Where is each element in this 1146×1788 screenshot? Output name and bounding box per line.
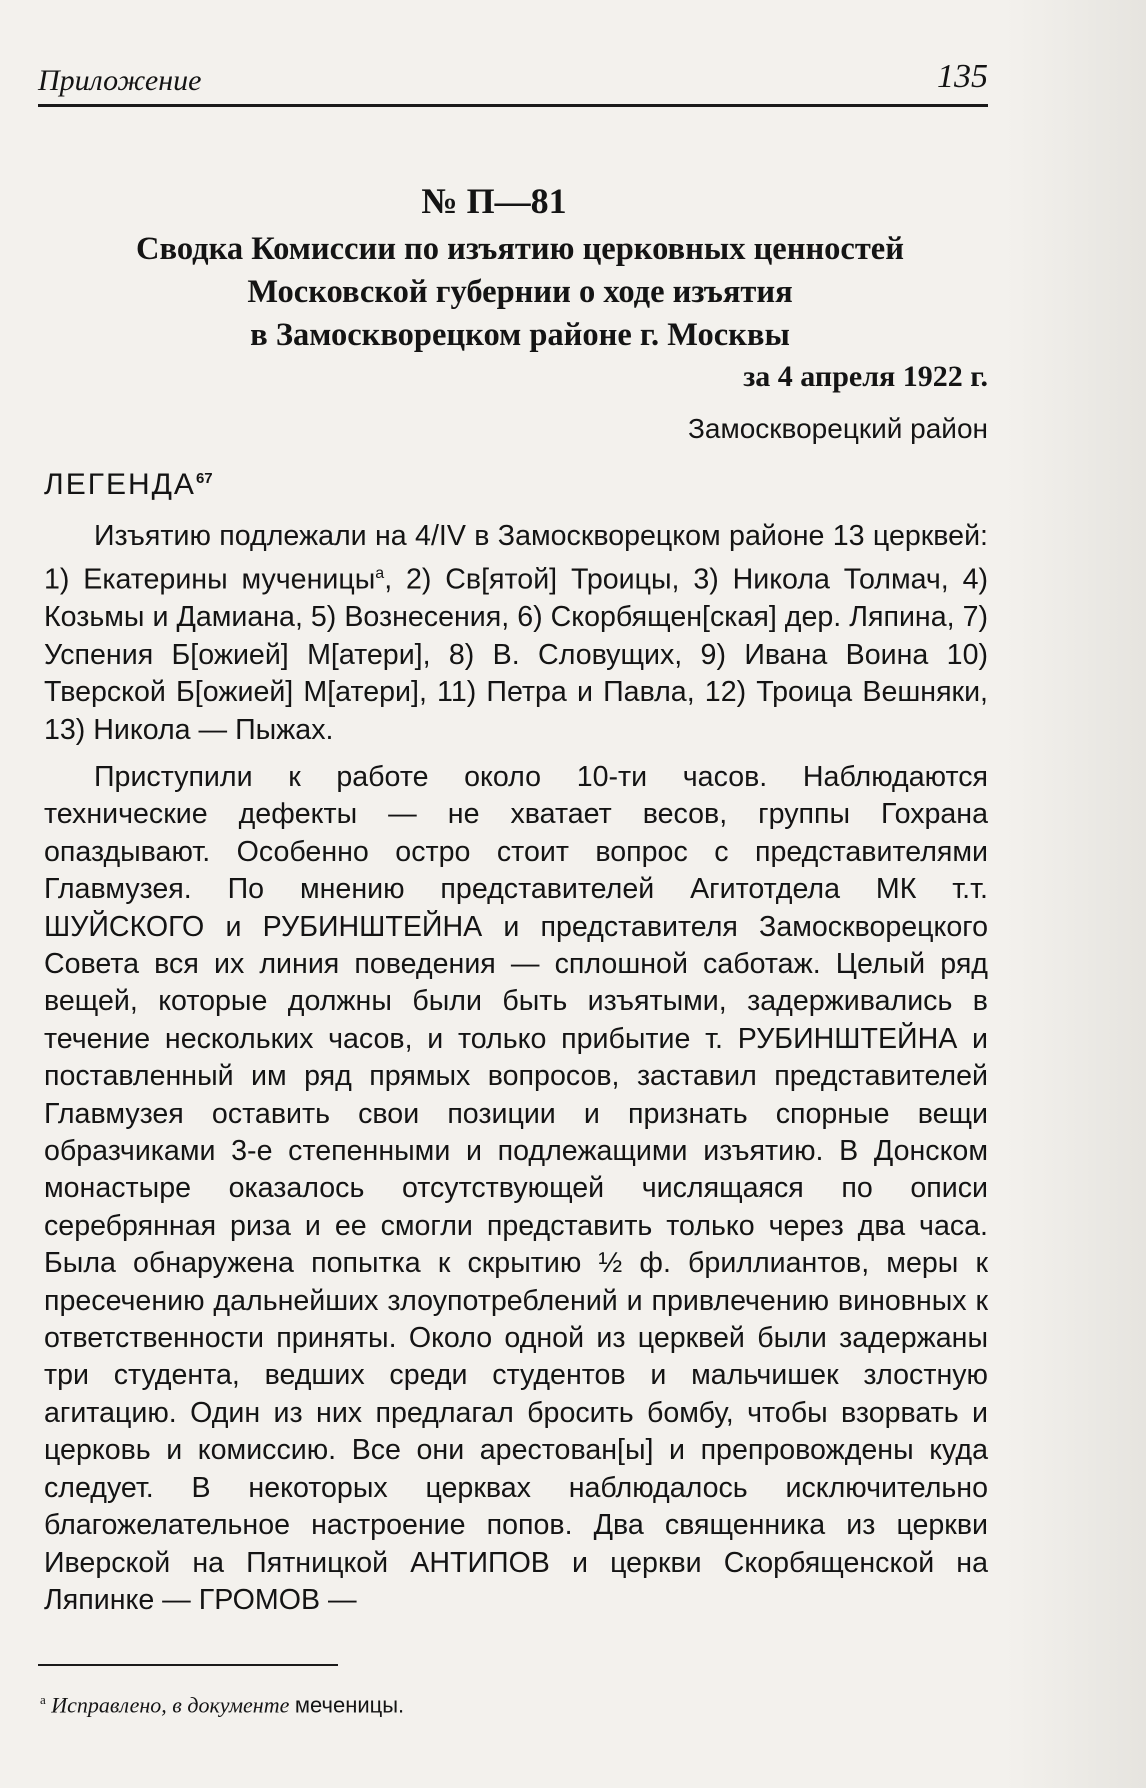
footnote-mark: а xyxy=(40,1692,46,1707)
title-line: Сводка Комиссии по изъятию церковных ценностей xyxy=(136,231,904,267)
title-line: Московской губернии о ходе изъятия xyxy=(247,274,793,310)
page-number: 135 xyxy=(937,58,988,95)
footnote-rule xyxy=(38,1664,338,1666)
title-line: в Замоскворецком районе г. Москвы xyxy=(250,317,790,353)
document-number: № П—81 xyxy=(421,181,567,221)
running-header xyxy=(38,56,988,106)
footnote-italic: Исправлено, в документе xyxy=(51,1692,290,1718)
paragraph-text: , 2) Св[ятой] Троицы, 3) Никола Толмач, 4) Козьмы и Дамиана, 5) Вознесения, 6) Скорбящен[ская] дер. Ляпина, 7) Успения Б[ожией] М[атери], 8) В. Словущих, 9) Ивана Воина 10) Тверской Б[ожией] М[атери], 11) Петра и Павла, 12) Троица Вешняки, 13) Никола — Пыжах. xyxy=(44,563,988,746)
footnote xyxy=(40,1692,404,1718)
running-header-section: Приложение xyxy=(38,64,202,97)
legend-heading xyxy=(44,468,213,502)
document-date: за 4 апреля 1922 г. xyxy=(743,360,988,393)
document-title xyxy=(80,228,960,357)
page-edge-shadow xyxy=(1006,0,1146,1788)
footnote-plain: меченицы. xyxy=(294,1692,405,1718)
paragraph-text: Изъятию подлежали на 4/IV в Замоскворецком районе 13 церквей: 1) Екатерины мученицы xyxy=(44,520,988,596)
document-district: Замоскворецкий район xyxy=(687,413,988,444)
header-rule xyxy=(38,104,988,107)
document-body xyxy=(44,518,988,1619)
legend-note-marker: 67 xyxy=(195,470,213,487)
legend-heading-text: ЛЕГЕНДА xyxy=(44,468,196,501)
body-paragraph: Приступили к работе около 10-ти часов. Наблюдаются технические дефекты — не хватает весов, группы Гохрана опаздывают. Особенно остро стоит вопрос с представителями Главмузея. По мнению представителей Агитотдела МК т.т. ШУЙСКОГО и РУБИНШТЕЙНА и представителя Замоскворецкого Совета вся их линия поведения — сплошной саботаж. Целый ряд вещей, которые должны были быть изъятыми, задерживались в течение нескольких часов, и только прибытие т. РУБИНШТЕЙНА и поставленный им ряд прямых вопросов, заставил представителей Главмузея оставить свои позиции и признать спорные вещи образчиками 3-е степенными и подлежащими изъятию. В Донском монастыре оказалось отсутствующей числящаяся по описи серебрянная риза и ее смогли представить только через два часа. Была обнаружена попытка к скрытию ½ ф. бриллиантов, меры к пресечению дальнейших злоупотреблений и привлечению виновных к ответственности приняты. Около одной из церквей были задержаны три студента, ведших среди студентов и мальчишек злостную агитацию. Один из них предлагал бросить бомбу, чтобы взорвать и церковь и комиссию. Все они арестован[ы] и препровождены куда следует. В некоторых церквах наблюдалось исключительно благожелательное настроение попов. Два священника из церкви Иверской на Пятницкой АНТИПОВ и церкви Скорбященской на Ляпинке — ГРОМОВ — xyxy=(44,760,988,1616)
body-paragraph xyxy=(44,518,988,749)
footnote-marker: а xyxy=(375,565,385,583)
